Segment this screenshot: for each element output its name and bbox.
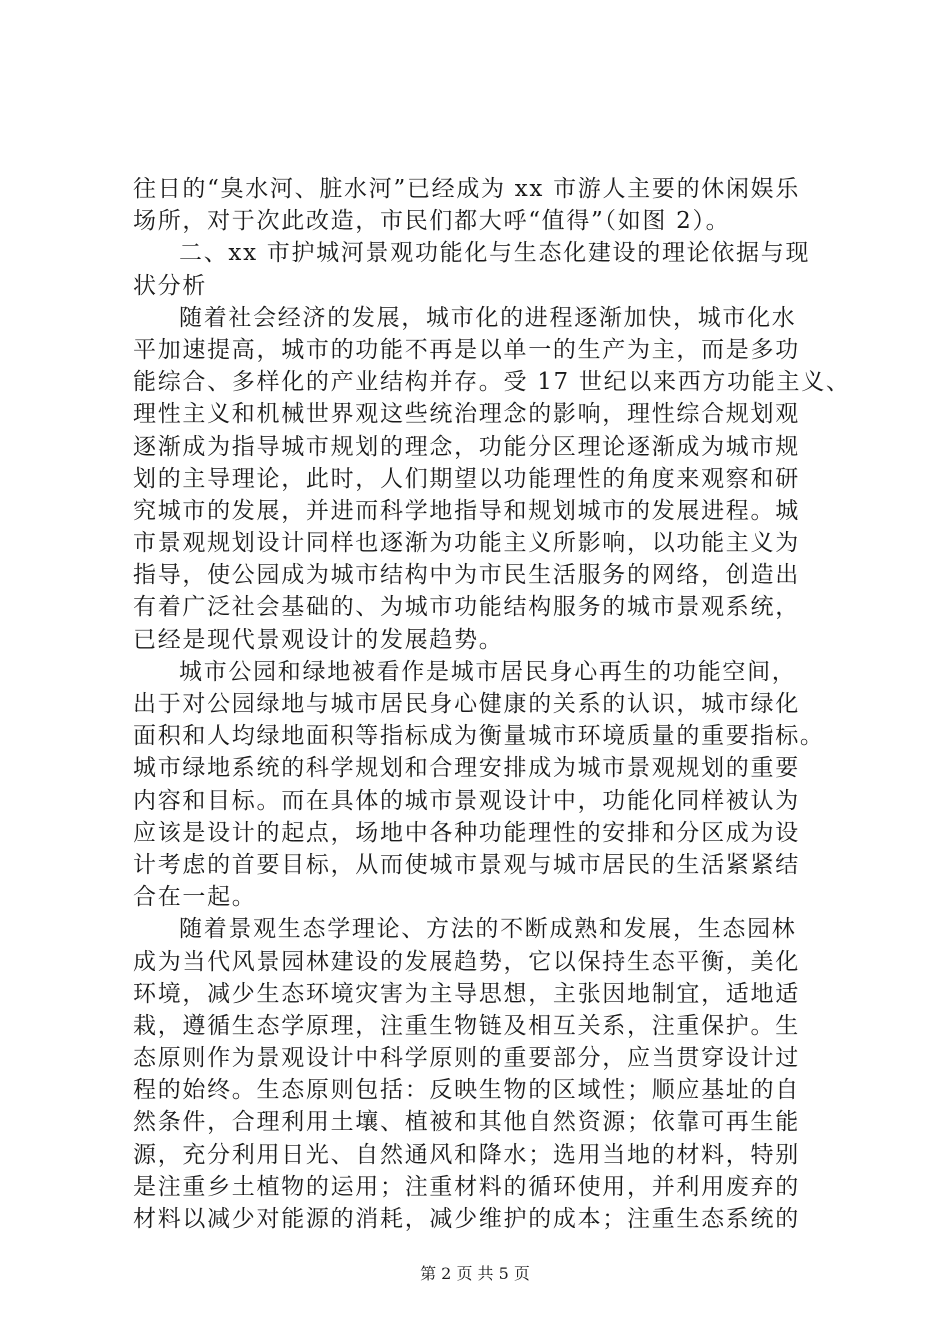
text-line: 有着广泛社会基础的、为城市功能结构服务的城市景观系统， [133, 594, 800, 621]
section-heading-line: 状分析 [133, 272, 208, 299]
text-line: 指导，使公园成为城市结构中为市民生活服务的网络，创造出 [133, 562, 800, 589]
text-line: 材料以减少对能源的消耗，减少维护的成本；注重生态系统的 [133, 1206, 800, 1232]
text-line: 源，充分利用日光、自然通风和降水；选用当地的材料，特别 [133, 1141, 800, 1168]
text-line: 已经是现代景观设计的发展趋势。 [133, 626, 504, 653]
text-line: 理性主义和机械世界观这些统治理念的影响，理性综合规划观 [133, 401, 800, 428]
text-line: 究城市的发展，并进而科学地指导和规划城市的发展进程。城 [133, 497, 800, 524]
text-line: 应该是设计的起点，场地中各种功能理性的安排和分区成为设 [133, 819, 800, 846]
text-line: 城市公园和绿地被看作是城市居民身心再生的功能空间， [179, 658, 797, 685]
text-line: 态原则作为景观设计中科学原则的重要部分，应当贯穿设计过 [133, 1045, 800, 1072]
text-line: 内容和目标。而在具体的城市景观设计中，功能化同样被认为 [133, 787, 800, 814]
document-body [133, 173, 851, 1235]
text-line: 划的主导理论，此时，人们期望以功能理性的角度来观察和研 [133, 465, 800, 492]
text-line: 场所，对于次此改造，市民们都大呼“值得”（如图 2）。 [133, 208, 731, 235]
text-line: 面积和人均绿地面积等指标成为衡量城市环境质量的重要指标。 [133, 723, 825, 750]
text-line: 程的始终。生态原则包括：反映生物的区域性；顺应基址的自 [133, 1077, 800, 1104]
text-line: 环境，减少生态环境灾害为主导思想，主张因地制宜，适地适 [133, 980, 800, 1007]
text-line: 计考虑的首要目标，从而使城市景观与城市居民的生活紧紧结 [133, 851, 800, 878]
text-line: 随着社会经济的发展，城市化的进程逐渐加快，城市化水 [179, 304, 797, 331]
text-line: 市景观规划设计同样也逐渐为功能主义所影响，以功能主义为 [133, 530, 800, 557]
text-line: 然条件，合理利用土壤、植被和其他自然资源；依靠可再生能 [133, 1109, 800, 1136]
text-line: 栽，遵循生态学原理，注重生物链及相互关系，注重保护。生 [133, 1012, 800, 1039]
text-line: 是注重乡土植物的运用；注重材料的循环使用，并利用废弃的 [133, 1173, 800, 1200]
text-line: 城市绿地系统的科学规划和合理安排成为城市景观规划的重要 [133, 755, 800, 782]
text-line: 逐渐成为指导城市规划的理念，功能分区理论逐渐成为城市规 [133, 433, 800, 460]
page-number-footer: 第 2 页 共 5 页 [420, 1264, 530, 1283]
text-line: 平加速提高，城市的功能不再是以单一的生产为主，而是多功 [133, 336, 800, 363]
text-line: 成为当代风景园林建设的发展趋势，它以保持生态平衡，美化 [133, 948, 800, 975]
text-line: 能综合、多样化的产业结构并存。受 17 世纪以来西方功能主义、 [133, 369, 851, 396]
text-line: 随着景观生态学理论、方法的不断成熟和发展，生态园林 [179, 916, 797, 943]
text-line: 出于对公园绿地与城市居民身心健康的关系的认识，城市绿化 [133, 691, 800, 717]
text-line: 合在一起。 [133, 884, 257, 911]
text-line: 往日的“臭水河、脏水河”已经成为 xx 市游人主要的休闲娱乐 [133, 176, 801, 202]
section-heading-line: 二、xx 市护城河景观功能化与生态化建设的理论依据与现 [179, 240, 811, 267]
